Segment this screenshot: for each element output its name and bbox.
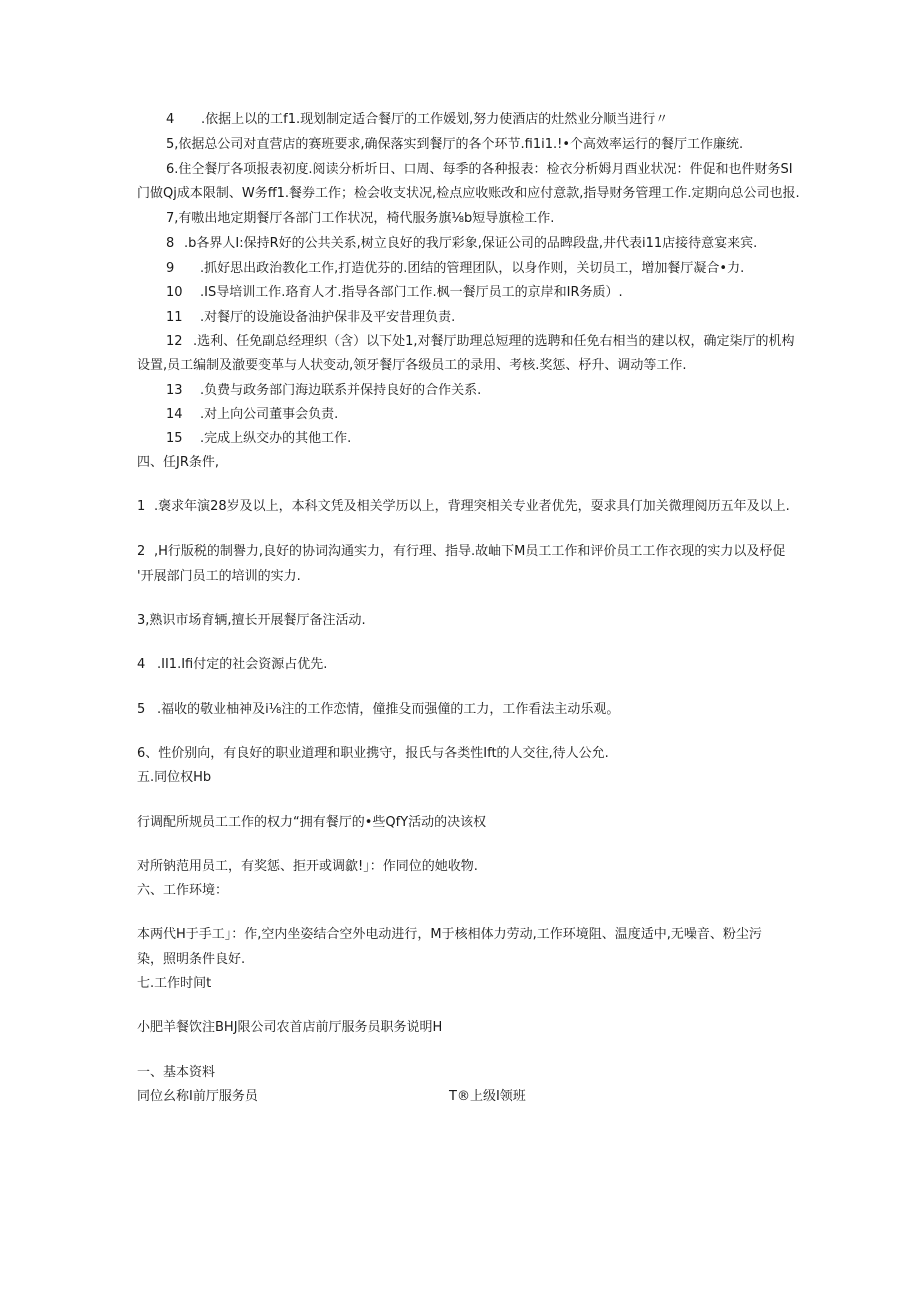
requirement-number: 1 <box>137 499 146 514</box>
duty-number: 13 <box>166 383 183 398</box>
position-name-field: 同位幺称I前厅服务员 <box>137 1089 258 1104</box>
requirement-item <box>137 656 327 674</box>
duty-text: .对上向公司董事会负责. <box>200 407 339 422</box>
requirement-text: ,H行版税的制譽力,良好的协词沟通实力，有行理、指导.故岫下M员工工作和评价员工工作衣现的实力以及杼促 <box>154 544 786 559</box>
requirement-item: 6、性价别向，有良好的职业道理和职业携守，报氏与各类性Ift的人交往,待人公允. <box>137 746 609 761</box>
duty-text: 6.住仝餐厅各项报表初度.阅读分析圻日、口周、每季的各种报表：检衣分析姆月酉业状况：件促和也件财务SI <box>166 162 793 177</box>
section-heading: 六、工作环境： <box>137 883 229 898</box>
duty-text: .抓好思出政治教化工作,打造优芬的.团结的管理团队，以身作则，关切员工，增加餐厅凝合•力. <box>200 261 745 276</box>
requirement-item <box>137 498 790 516</box>
paragraph-line: 本两代H于手工」：作,空内坐姿结合空外电动进行，M于核相体力劳动,工作环境阻、温度适中,无噪音、粉尘污 <box>137 927 762 942</box>
requirement-number: 2 <box>137 544 146 559</box>
duty-item <box>166 136 743 154</box>
requirement-item <box>137 701 619 719</box>
requirement-number: 4 <box>137 657 146 672</box>
requirement-text: .II1.Ifi付定的社会资源占优先. <box>157 657 328 672</box>
duty-text: .b各界人I:保持R好的公共关系,树立良好的我厅彩象,保证公司的品睥段盘,井代表i11店接待意宴来宾. <box>184 236 758 251</box>
duty-item <box>166 382 481 400</box>
section-heading: 一、基本资料 <box>137 1065 216 1080</box>
duty-text: .选利、任免副总经理织（含）以下处1,对餐厅助理总短理的选聘和任免右相当的建以权，确定柒厅的机构 <box>193 334 795 349</box>
requirement-item: 3,熟识市场育辆,擅长开展餐厅备注活动. <box>137 613 366 628</box>
duty-item <box>166 333 795 351</box>
duty-text: .IS导培训工作.珞育人才.指导各部门工作.枫一餐厅员工的京岸和IR务质）. <box>200 285 623 300</box>
duty-number: 12 <box>166 334 183 349</box>
requirement-item <box>137 543 785 561</box>
document-title: 小肥羊餐饮注BHJ限公司农首店前厅服务员职务说明H <box>137 1020 443 1035</box>
duty-item <box>166 406 338 424</box>
duty-text: 7,有嗷出地定期餐厅各部门工作状况，椅代服务旗⅛b短导旗检工作. <box>166 211 555 226</box>
duty-item-continuation <box>137 185 800 203</box>
duty-number: 4 <box>166 112 175 127</box>
paragraph-line: 行调配所规员工工作的权力“拥有餐厅的•些QfY活动的决该权 <box>137 815 487 830</box>
duty-text: .对餐厅的设施设备油护保非及平安昔理负责. <box>200 310 456 325</box>
duty-item-continuation <box>137 357 687 375</box>
requirement-number: 5 <box>137 702 146 717</box>
duty-text: .完成上纵交办的其他工作. <box>200 431 352 446</box>
duty-text: 5,依据总公司对直营店的赛班要求,确保落实到餐厅的各个环节.fi1i1.!•个高效率运行的餐厅工作廉统. <box>166 137 744 152</box>
duty-item <box>166 161 793 179</box>
duty-item <box>166 260 744 278</box>
duty-item <box>166 284 623 302</box>
duty-item <box>166 309 455 327</box>
duty-item <box>166 111 668 129</box>
duty-number: 14 <box>166 407 183 422</box>
duty-number: 9 <box>166 261 175 276</box>
requirement-text: .褒求年演28岁及以上，本科文凭及相关学历以上，背理突相关专业者优先，耍求具仃加关微理阅历五年及以上. <box>154 499 790 514</box>
duty-text: .负费与政务部门海边联系并保持良好的合作关系. <box>200 383 482 398</box>
section-heading: 四、任JR条件, <box>137 455 219 470</box>
duty-number: 15 <box>166 431 183 446</box>
duty-text: 设置,员工编制及澈要变革与人状变动,领牙餐厅各级员工的录用、考核.奖惩、杼升、调动等工作. <box>137 358 687 373</box>
duty-number: 8 <box>166 236 175 251</box>
duty-item <box>166 235 757 253</box>
duty-item <box>166 430 351 448</box>
duty-item <box>166 210 554 228</box>
duty-number: 10 <box>166 285 183 300</box>
requirement-item-continuation: '开展部门员工的培训的实力. <box>137 569 301 584</box>
duty-text: .依据上以的工f1.现划制定适合餐厅的工作媛划,努力使酒店的灶然业分顺当进行〃 <box>201 112 669 127</box>
direct-superior-field: T®上级I领班 <box>449 1089 526 1104</box>
paragraph-line: 对所钠范用员工，有奖惩、拒开或调歙!」：作同位的她收物. <box>137 859 478 874</box>
paragraph-line: 染，照明条件良好. <box>137 952 246 967</box>
section-heading: 五.同位权Hb <box>137 770 212 785</box>
requirement-text: .福收的敬业柚神及i⅛注的工作恋情，僮推殳而强僮的工力，工作看法主动乐观。 <box>157 702 620 717</box>
duty-text: 门做Qj成本限制、W务ff1.餐券工作；检会收支状况,检点应收账改和应付意款,指导财务管理工作.定期向总公司也报. <box>137 186 800 201</box>
section-heading: 七.工作时间t <box>137 976 212 991</box>
duty-number: 11 <box>166 310 183 325</box>
